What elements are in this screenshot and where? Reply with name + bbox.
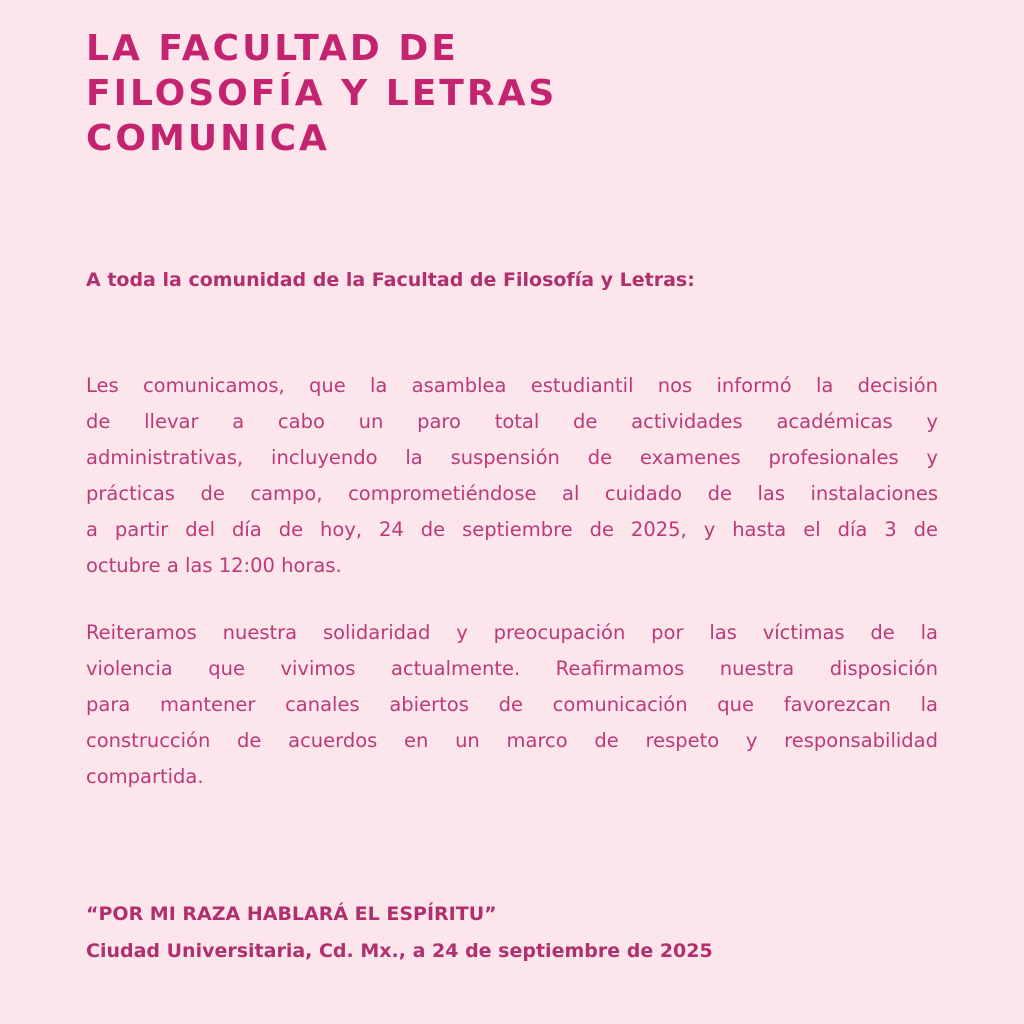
title-line-1: LA FACULTAD DE [86, 28, 459, 69]
salutation: A toda la comunidad de la Facultad de Filosofía y Letras: [86, 269, 695, 291]
paragraph-1-line: administrativas, incluyendo la suspensión de examenes profesionales y [86, 446, 938, 469]
page-title [86, 26, 686, 161]
paragraph-2-line: para mantener canales abiertos de comunicación que favorezcan la [86, 693, 938, 716]
title-line-3: COMUNICA [86, 118, 330, 159]
motto: “POR MI RAZA HABLARÁ EL ESPÍRITU” [86, 903, 497, 925]
paragraph-1-line: de llevar a cabo un paro total de actividades académicas y [86, 410, 938, 433]
place-date: Ciudad Universitaria, Cd. Mx., a 24 de septiembre de 2025 [86, 940, 713, 962]
closing-block [86, 896, 946, 970]
paragraph-2-line: Reiteramos nuestra solidaridad y preocupación por las víctimas de la [86, 621, 938, 644]
paragraph-1-line: prácticas de campo, comprometiéndose al cuidado de las instalaciones [86, 482, 938, 505]
title-line-2: FILOSOFÍA Y LETRAS [86, 73, 558, 114]
paragraph-2-line: construcción de acuerdos en un marco de respeto y responsabilidad [86, 729, 938, 752]
paragraph-1-line: Les comunicamos, que la asamblea estudiantil nos informó la decisión [86, 374, 938, 397]
paragraph-1-line: octubre a las 12:00 horas. [86, 554, 342, 577]
paragraph-2 [86, 615, 938, 795]
paragraph-2-line: violencia que vivimos actualmente. Reafirmamos nuestra disposición [86, 657, 938, 680]
paragraph-1 [86, 368, 938, 584]
paragraph-2-line: compartida. [86, 765, 204, 788]
paragraph-1-line: a partir del día de hoy, 24 de septiembre de 2025, y hasta el día 3 de [86, 518, 938, 541]
